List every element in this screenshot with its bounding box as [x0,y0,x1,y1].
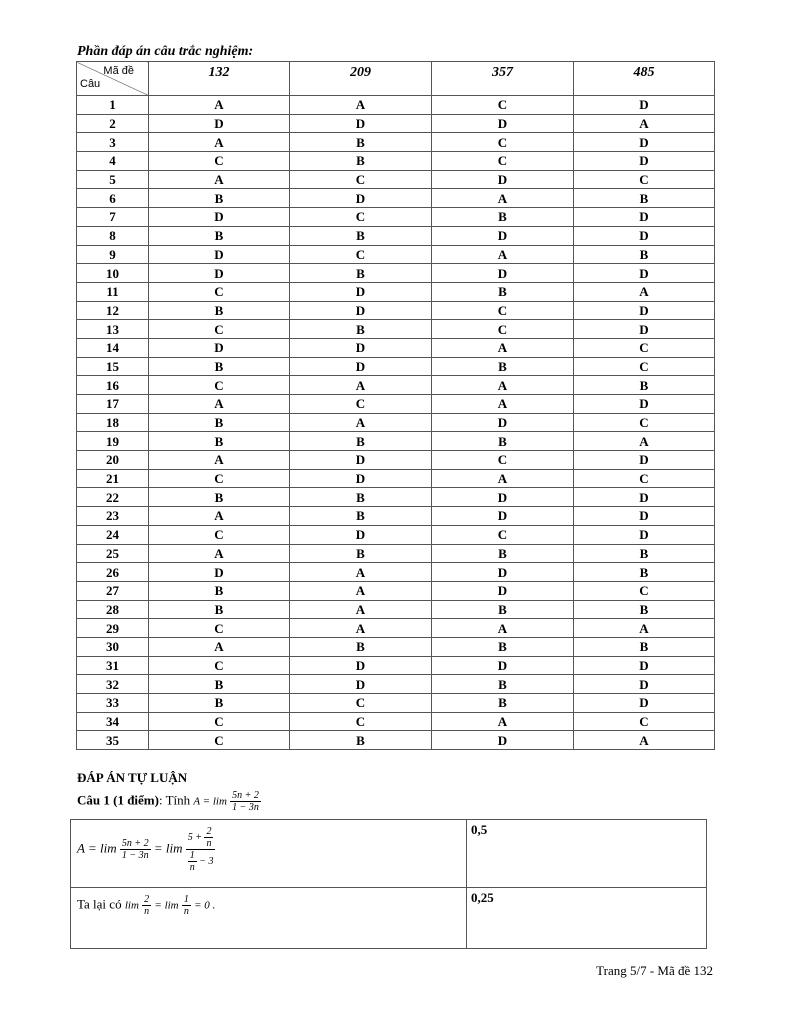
answer-cell: D [290,189,432,208]
answer-cell: D [290,301,432,320]
answer-cell: A [290,619,432,638]
answer-cell: D [290,114,432,133]
answer-row [77,282,715,301]
answer-cell: B [574,245,715,264]
answer-cell: D [290,338,432,357]
code-header: 209 [290,62,432,96]
answer-cell: D [574,507,715,526]
essay-solution [71,820,467,888]
answer-row [77,226,715,245]
solution-fraction-2 [182,894,191,917]
answer-cell: C [432,96,574,115]
question-number: 34 [77,712,149,731]
fraction-denominator: 1 − 3n [121,850,149,861]
answer-cell: C [574,338,715,357]
answer-cell: A [432,619,574,638]
corner-cell [77,62,149,96]
section-title: Phần đáp án câu trắc nghiệm: [77,44,254,59]
question-number: 31 [77,656,149,675]
answer-cell: C [149,656,290,675]
solution-fraction-1 [120,838,151,861]
fraction-numerator: 5n + 2 [232,790,259,801]
answer-row [77,694,715,713]
answer-cell: B [574,600,715,619]
question-number: 23 [77,507,149,526]
answer-cell: D [149,264,290,283]
corner-question-label: Câu [80,78,101,90]
question-number: 27 [77,581,149,600]
answer-cell: D [574,133,715,152]
answer-row [77,376,715,395]
answer-row [77,189,715,208]
answer-cell: D [290,357,432,376]
fraction-numerator: 2 [206,826,212,837]
answer-cell: D [432,413,574,432]
answer-cell: A [574,619,715,638]
answer-cell: B [290,507,432,526]
answer-row [77,600,715,619]
answer-cell: A [149,395,290,414]
answer-cell: C [149,619,290,638]
question-number: 16 [77,376,149,395]
answer-cell: D [432,488,574,507]
answer-row [77,357,715,376]
question-number: 33 [77,694,149,713]
answer-cell: A [290,413,432,432]
question-number: 32 [77,675,149,694]
answer-cell: A [149,170,290,189]
answer-cell: B [432,208,574,227]
answer-cell: C [432,133,574,152]
answer-cell: A [290,376,432,395]
answer-table [76,61,715,750]
answer-row [77,96,715,115]
inner-fraction [204,826,213,849]
answer-cell: A [290,600,432,619]
answer-cell: B [432,694,574,713]
question-number: 13 [77,320,149,339]
essay-title: ĐÁP ÁN TỰ LUẬN [77,770,188,785]
question-number: 14 [77,338,149,357]
answer-row [77,301,715,320]
solution-text: Ta lại có [77,896,122,912]
question-number: 35 [77,731,149,750]
answer-cell: B [149,694,290,713]
answer-cell: C [432,451,574,470]
fraction-denominator: n [144,906,150,917]
corner-code-label: Mã đề [103,65,134,77]
answer-cell: A [149,637,290,656]
answer-cell: B [149,581,290,600]
answer-cell: C [149,282,290,301]
answer-cell: B [432,600,574,619]
answer-cell: A [432,712,574,731]
answer-cell: D [432,581,574,600]
answer-cell: D [574,208,715,227]
answer-row [77,581,715,600]
answer-cell: C [574,357,715,376]
answer-row [77,469,715,488]
question-1-label: Câu 1 (1 điểm) [77,792,159,808]
answer-cell: D [432,264,574,283]
code-header: 132 [149,62,290,96]
answer-row [77,731,715,750]
answer-row [77,133,715,152]
answer-cell: B [290,320,432,339]
answer-cell: B [149,357,290,376]
answer-cell: C [149,376,290,395]
answer-cell: C [432,525,574,544]
solution-fraction-2 [186,826,216,873]
solution-equals: = lim [154,899,179,912]
answer-cell: D [574,152,715,171]
fraction-numerator: 2 [144,894,150,905]
question-number: 9 [77,245,149,264]
answer-cell: C [149,320,290,339]
question-number: 22 [77,488,149,507]
answer-cell: B [574,376,715,395]
answer-cell: D [574,488,715,507]
solution-equals: = lim [153,840,183,856]
answer-row [77,395,715,414]
question-number: 1 [77,96,149,115]
answer-cell: D [574,675,715,694]
answer-row [77,675,715,694]
answer-row [77,320,715,339]
answer-cell: D [290,525,432,544]
answer-cell: C [149,731,290,750]
answer-cell: D [574,96,715,115]
answer-cell: A [149,544,290,563]
solution-result: = 0 . [194,899,216,912]
question-number: 3 [77,133,149,152]
question-number: 10 [77,264,149,283]
answer-cell: B [290,264,432,283]
answer-cell: B [149,488,290,507]
fraction-denominator [186,850,216,873]
answer-cell: B [149,413,290,432]
fraction-numerator: 1 [183,894,189,905]
answer-cell: B [432,544,574,563]
answer-cell: D [290,451,432,470]
answer-cell: C [290,694,432,713]
answer-row [77,432,715,451]
answer-row [77,507,715,526]
answer-cell: B [574,544,715,563]
answer-cell: D [574,301,715,320]
answer-cell: A [149,96,290,115]
question-number: 17 [77,395,149,414]
answer-cell: A [290,96,432,115]
answer-row [77,712,715,731]
answer-cell: D [432,731,574,750]
answer-cell: D [290,656,432,675]
answer-cell: B [432,357,574,376]
question-1-expr: A = lim [193,795,227,808]
question-1 [77,790,261,813]
answer-cell: D [574,451,715,470]
answer-cell: A [149,133,290,152]
essay-row [71,820,707,888]
answer-cell: B [290,133,432,152]
answer-cell: D [149,245,290,264]
question-number: 6 [77,189,149,208]
answer-cell: B [149,675,290,694]
answer-cell: A [432,189,574,208]
answer-cell: D [574,264,715,283]
answer-cell: D [574,694,715,713]
answer-cell: A [574,114,715,133]
question-number: 5 [77,170,149,189]
question-number: 4 [77,152,149,171]
score-cell: 0,25 [467,888,707,949]
question-number: 20 [77,451,149,470]
answer-row [77,152,715,171]
answer-cell: C [432,320,574,339]
question-number: 19 [77,432,149,451]
answer-cell: A [574,731,715,750]
answer-cell: A [432,395,574,414]
question-number: 12 [77,301,149,320]
answer-cell: A [432,376,574,395]
answer-cell: D [432,656,574,675]
answer-cell: A [432,245,574,264]
solution-lim: lim [124,899,139,912]
answer-table-header [77,62,715,96]
answer-cell: A [290,563,432,582]
answer-cell: D [149,114,290,133]
answer-cell: B [290,226,432,245]
answer-cell: D [290,469,432,488]
page-footer: Trang 5/7 - Mã đề 132 [596,963,713,978]
answer-cell: B [290,731,432,750]
inner-fraction [188,850,197,873]
question-number: 29 [77,619,149,638]
fraction-numerator: 1 [189,850,195,861]
answer-cell: C [574,581,715,600]
answer-cell: C [574,712,715,731]
answer-cell: C [149,152,290,171]
answer-cell: D [149,208,290,227]
answer-cell: D [574,656,715,675]
answer-cell: A [149,507,290,526]
code-header: 357 [432,62,574,96]
answer-row [77,488,715,507]
answer-cell: B [149,189,290,208]
answer-cell: D [574,226,715,245]
question-number: 7 [77,208,149,227]
answer-cell: A [574,432,715,451]
fraction-denominator: n [183,906,189,917]
score-cell: 0,5 [467,820,707,888]
answer-cell: C [290,170,432,189]
fraction-numerator: 5n + 2 [121,838,149,849]
answer-cell: B [574,563,715,582]
answer-row [77,170,715,189]
answer-row [77,525,715,544]
answer-cell: B [290,432,432,451]
answer-cell: A [432,338,574,357]
answer-cell: C [290,245,432,264]
answer-cell: B [290,544,432,563]
question-number: 24 [77,525,149,544]
answer-cell: C [149,469,290,488]
answer-cell: D [290,675,432,694]
essay-table [70,819,707,949]
essay-row [71,888,707,949]
solution-fraction-1 [142,894,151,917]
answer-cell: B [149,226,290,245]
answer-cell: C [432,152,574,171]
question-number: 26 [77,563,149,582]
answer-cell: B [149,600,290,619]
answer-cell: C [574,413,715,432]
fraction-numerator [186,826,216,850]
answer-cell: C [290,208,432,227]
answer-cell: B [149,432,290,451]
answer-cell: D [149,563,290,582]
answer-cell: C [149,525,290,544]
answer-cell: D [574,525,715,544]
answer-cell: D [574,395,715,414]
question-number: 11 [77,282,149,301]
answer-cell: D [432,114,574,133]
answer-cell: B [432,282,574,301]
answer-cell: B [432,637,574,656]
answer-cell: C [290,712,432,731]
numerator-term: 5 + [187,831,202,843]
answer-row [77,413,715,432]
answer-cell: A [290,581,432,600]
solution-lhs: A = lim [77,840,117,856]
denominator-term: − 3 [199,855,214,867]
question-number: 15 [77,357,149,376]
code-header: 485 [574,62,715,96]
fraction-denominator: n [206,838,212,849]
answer-cell: B [290,637,432,656]
answer-cell: C [432,301,574,320]
answer-cell: B [149,301,290,320]
answer-row [77,264,715,283]
answer-cell: A [574,282,715,301]
answer-row [77,451,715,470]
answer-row [77,338,715,357]
essay-solution [71,888,467,949]
answer-cell: A [149,451,290,470]
answer-cell: B [574,189,715,208]
answer-row [77,637,715,656]
question-1-text: : Tính [158,792,191,808]
answer-cell: B [432,675,574,694]
answer-cell: A [432,469,574,488]
answer-cell: D [432,507,574,526]
answer-row [77,245,715,264]
answer-cell: D [432,170,574,189]
answer-cell: D [432,563,574,582]
question-number: 28 [77,600,149,619]
answer-cell: C [290,395,432,414]
answer-cell: B [432,432,574,451]
answer-row [77,114,715,133]
answer-row [77,619,715,638]
question-1-fraction [230,790,261,813]
fraction-denominator: 1 − 3n [232,802,259,813]
answer-cell: D [290,282,432,301]
answer-cell: C [149,712,290,731]
answer-cell: D [149,338,290,357]
question-number: 21 [77,469,149,488]
answer-row [77,544,715,563]
answer-cell: D [432,226,574,245]
answer-row [77,563,715,582]
fraction-denominator: n [189,862,195,873]
answer-row [77,208,715,227]
question-number: 18 [77,413,149,432]
question-number: 30 [77,637,149,656]
answer-cell: C [574,170,715,189]
answer-cell: B [574,637,715,656]
question-number: 2 [77,114,149,133]
answer-cell: D [574,320,715,339]
answer-cell: B [290,488,432,507]
answer-cell: C [574,469,715,488]
question-number: 8 [77,226,149,245]
question-number: 25 [77,544,149,563]
answer-row [77,656,715,675]
answer-cell: B [290,152,432,171]
